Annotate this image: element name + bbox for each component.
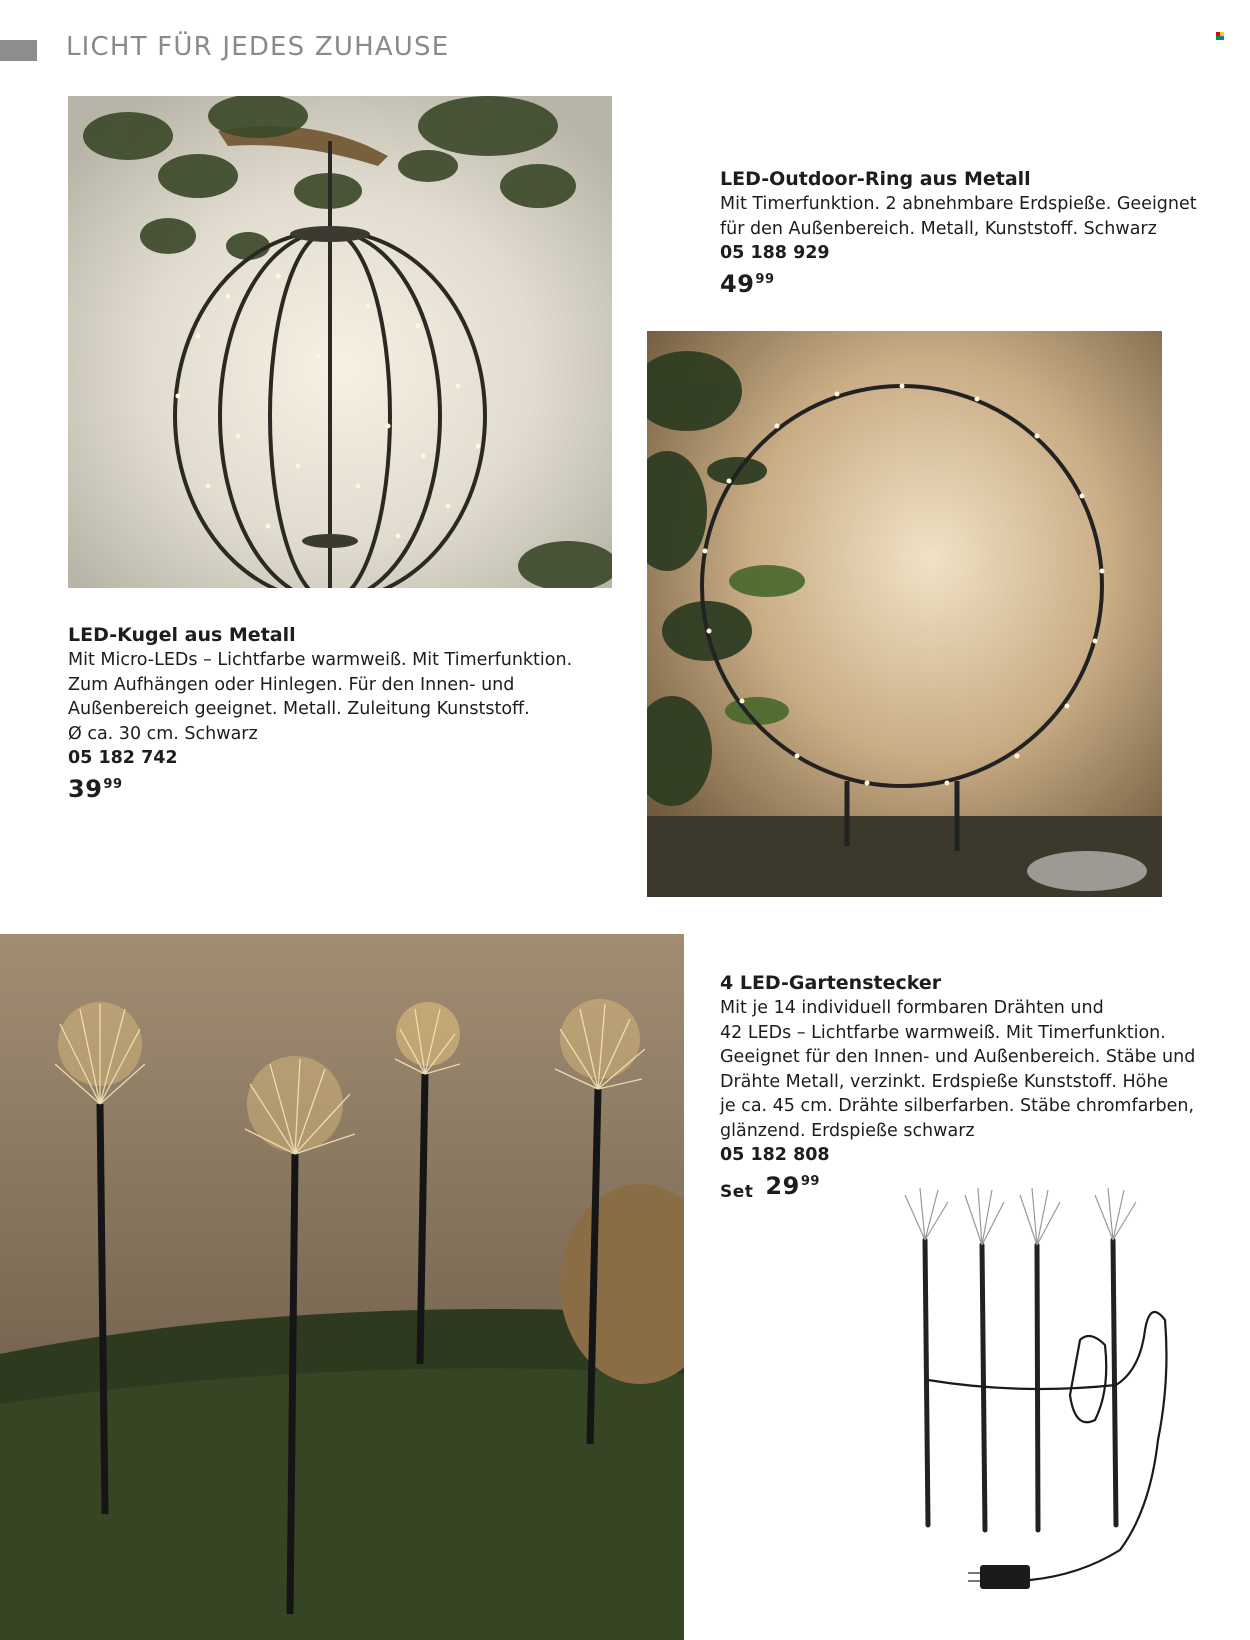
- price-main: 29: [765, 1171, 800, 1200]
- corner-color-mark: [1216, 32, 1225, 41]
- price-cents: 99: [755, 271, 775, 287]
- photo-gartenstecker-cutout: [880, 1180, 1180, 1600]
- article-number: 05 182 742: [68, 748, 178, 768]
- product-description: Mit je 14 individuell formbaren Drähten und 42 LEDs – Lichtfarbe warmweiß. Mit Timerfunktion. Geeignet für den Innen- und Außenbereich. Stäbe und Drähte Metall, verzinkt. Erdspieße Kunststoff. Höhe je ca. 45 cm. Drähte silberfarben. Stäbe chromfarben, glänzend. Erdspieße schwarz: [720, 998, 1196, 1141]
- product-name: LED-Kugel aus Metall: [68, 624, 296, 646]
- page-title: LICHT FÜR JEDES ZUHAUSE: [66, 32, 450, 62]
- product-description: Mit Micro-LEDs – Lichtfarbe warmweiß. Mit Timerfunktion. Zum Aufhängen oder Hinlegen. Für den Innen- und Außenbereich geeignet. Metall. Zuleitung Kunststoff. Ø ca. 30 cm. Schwarz: [68, 650, 573, 744]
- article-number: 05 188 929: [720, 243, 830, 263]
- price-cents: 99: [103, 776, 123, 792]
- price-unit: Set: [720, 1181, 754, 1202]
- header-accent-bar: [0, 40, 37, 61]
- photo-led-kugel: [68, 96, 612, 588]
- product-led-outdoor-ring: [720, 166, 1230, 296]
- price-main: 39: [68, 774, 103, 803]
- product-name: 4 LED-Gartenstecker: [720, 972, 942, 994]
- product-led-gartenstecker: [720, 970, 1230, 1204]
- photo-led-gartenstecker: [0, 934, 684, 1640]
- product-name: LED-Outdoor-Ring aus Metall: [720, 168, 1031, 190]
- price-main: 49: [720, 269, 755, 298]
- product-led-kugel: [68, 622, 628, 801]
- price: [68, 774, 628, 803]
- product-description: Mit Timerfunktion. 2 abnehmbare Erdspieße. Geeignet für den Außenbereich. Metall, Kunststoff. Schwarz: [720, 194, 1197, 239]
- photo-led-outdoor-ring: [647, 331, 1162, 897]
- price-cents: 99: [800, 1173, 820, 1189]
- price: [720, 269, 1230, 298]
- article-number: 05 182 808: [720, 1145, 830, 1165]
